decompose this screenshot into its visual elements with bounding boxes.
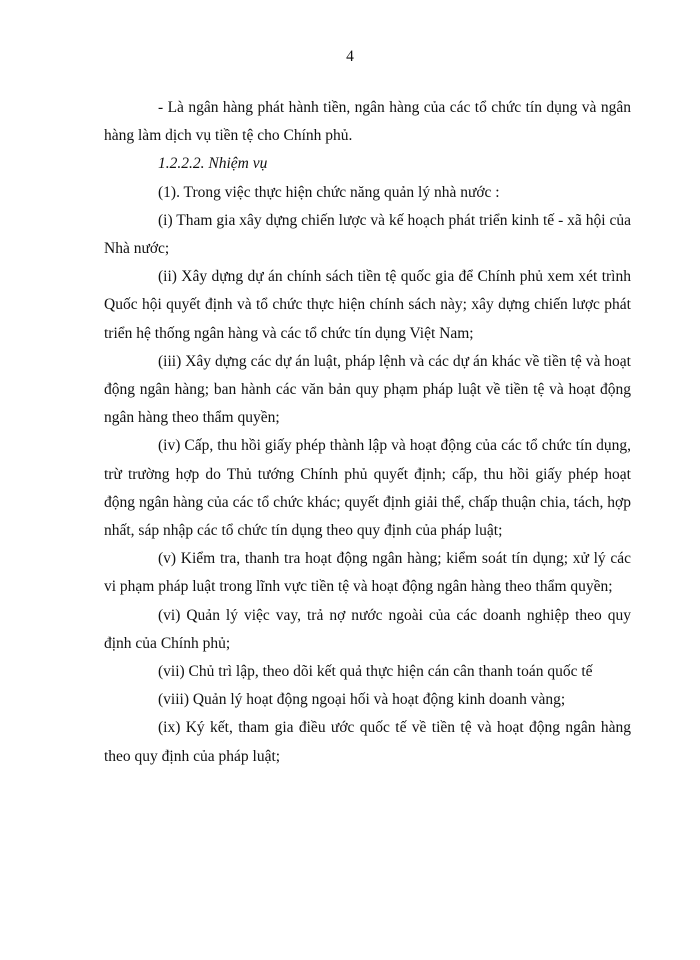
list-item-iv: (iv) Cấp, thu hồi giấy phép thành lập và hoạt động của các tổ chức tín dụng, trừ trường hợp do Thủ tướng Chính phủ quyết định; cấp, thu hồi giấy phép hoạt động ngân hàng của các tổ chức khác; quyết định giải thể, chấp thuận chia, tách, hợp nhất, sáp nhập các tổ chức tín dụng theo quy định của pháp luật;: [104, 437, 631, 540]
list-item-vi: (vi) Quản lý việc vay, trả nợ nước ngoài của các doanh nghiệp theo quy định của Chính phủ;: [104, 606, 631, 652]
document-body: [104, 94, 631, 771]
section-heading: 1.2.2.2. Nhiệm vụ: [158, 155, 268, 173]
list-item-v: (v) Kiểm tra, thanh tra hoạt động ngân hàng; kiểm soát tín dụng; xử lý các vi phạm pháp luật trong lĩnh vực tiền tệ và hoạt động ngân hàng theo thẩm quyền;: [104, 550, 631, 596]
list-item-ix: (ix) Ký kết, tham gia điều ước quốc tế về tiền tệ và hoạt động ngân hàng theo quy định của pháp luật;: [104, 719, 631, 765]
list-item-i: (i) Tham gia xây dựng chiến lược và kế hoạch phát triển kinh tế - xã hội của Nhà nước;: [104, 211, 631, 258]
page-number: 4: [346, 48, 354, 65]
list-item-iii: (iii) Xây dựng các dự án luật, pháp lệnh và các dự án khác về tiền tệ và hoạt động ngân hàng; ban hành các văn bản quy phạm pháp luật về tiền tệ và hoạt động ngân hàng theo thẩm quyền;: [104, 352, 631, 427]
paragraph-central-bank-role: - Là ngân hàng phát hành tiền, ngân hàng của các tổ chức tín dụng và ngân hàng làm dịch vụ tiền tệ cho Chính phủ.: [104, 99, 631, 145]
paragraph-state-management: (1). Trong việc thực hiện chức năng quản lý nhà nước :: [158, 183, 500, 201]
list-item-viii: (viii) Quản lý hoạt động ngoại hối và hoạt động kinh doanh vàng;: [158, 691, 566, 709]
list-item-vii: (vii) Chủ trì lập, theo dõi kết quả thực hiện cán cân thanh toán quốc tế: [158, 663, 593, 681]
list-item-ii: (ii) Xây dựng dự án chính sách tiền tệ quốc gia để Chính phủ xem xét trình Quốc hội quyết định và tổ chức thực hiện chính sách này; xây dựng chiến lược phát triển hệ thống ngân hàng và các tổ chức tín dụng Việt Nam;: [104, 268, 631, 342]
